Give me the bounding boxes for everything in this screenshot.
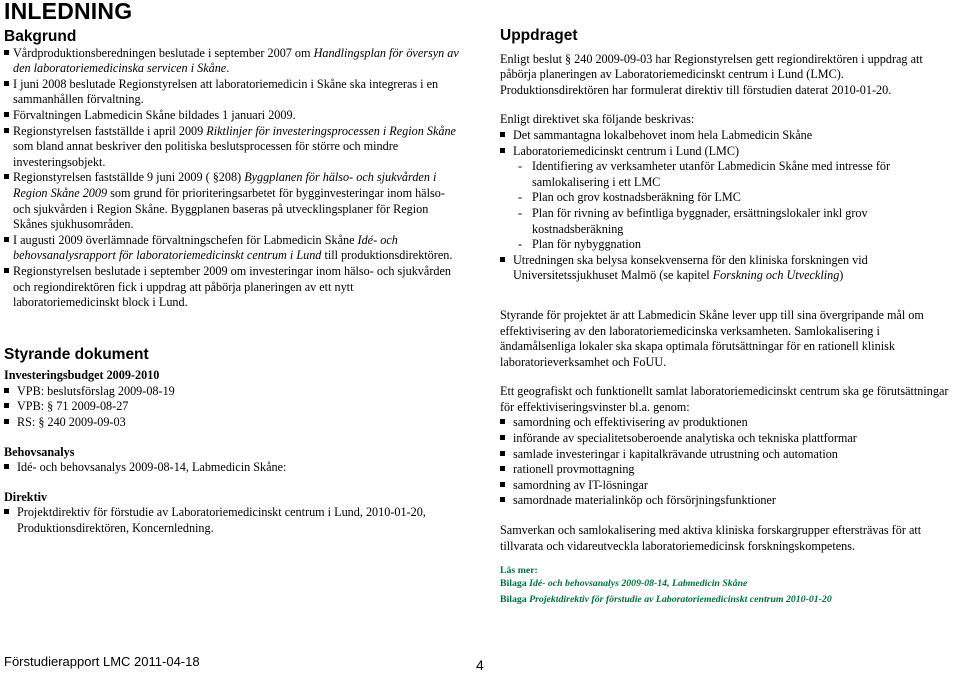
text-part: ) (839, 268, 844, 283)
list-item (4, 233, 460, 264)
forskning-list (500, 253, 952, 284)
text-part: I augusti 2009 överlämnade förvaltningschefen för Labmedicin Skåne (13, 232, 358, 247)
bilaga-1 (500, 577, 952, 590)
list-item: - Plan för nybyggnation (518, 237, 952, 253)
list-item: Idé- och behovsanalys 2009-08-14, Labmedicin Skåne: (4, 460, 460, 476)
section-heading-uppdraget: Uppdraget (500, 27, 578, 44)
bakgrund-list (4, 46, 460, 311)
page-number: 4 (476, 657, 484, 673)
text-part: Regionstyrelsen beslutade i september 2009 om investeringar inom hälso- och sjukvården och regiondirektören fick i uppdrag att påbörja planeringen av ett nytt laboratoriemedicinskt block i Lund. (13, 263, 451, 310)
page-title: INLEDNING (4, 0, 133, 24)
text-part: Regionstyrelsen fastställde 9 juni 2009 ( §208) (13, 170, 245, 185)
list-item (4, 124, 460, 171)
text-part: till produktionsdirektören. (321, 248, 453, 263)
list-item: införande av specialitetsoberoende analytiska och tekniska plattformar (500, 431, 952, 447)
text-part: som grund för prioriteringsarbetet för bygginvesteringar inom hälso- och sjukvården i Region Skåne. Byggplanen baseras på utvecklingsplaner för Region Skånes sjukhusområden. (13, 185, 445, 232)
right-column (500, 28, 952, 606)
section-heading-bakgrund: Bakgrund (4, 28, 77, 45)
list-item (500, 253, 952, 284)
dir-list (4, 505, 460, 536)
paragraph-geografiskt: Ett geografiskt och funktionellt samlat laboratoriemedicinskt centrum ska ge förutsättningar för effektiviseringsvinster bl.a. genom: (500, 384, 949, 414)
bilaga-2-title: Projektdirektiv för förstudie av Laboratoriemedicinskt centrum 2010-01-20 (529, 594, 832, 606)
list-item: samordning av IT-lösningar (500, 478, 952, 494)
bilaga-2 (500, 593, 952, 606)
effektivisering-list (500, 415, 952, 509)
text-part: I juni 2008 beslutade Regionstyrelsen att laboratoriemedicin i Skåne ska integreras i en sammanhållen förvaltning. (13, 76, 439, 107)
list-item: Projektdirektiv för förstudie av Laboratoriemedicinskt centrum i Lund, 2010-01-20, Produktionsdirektören, Koncernledning. (4, 505, 460, 536)
list-item: samordnade materialinköp och försörjningsfunktioner (500, 493, 952, 509)
list-item (4, 170, 460, 232)
list-item: VPB: § 71 2009-08-27 (4, 399, 460, 415)
paragraph-uppdrag-2: Enligt direktivet ska följande beskrivas: (500, 112, 695, 127)
text-part: Byggplanen för hälso- och sjukvården i Region Skåne 2009 (13, 170, 437, 200)
text-part: Regionstyrelsen fastställde i april 2009 (13, 123, 207, 138)
list-item (4, 108, 460, 124)
list-item: RS: § 240 2009-09-03 (4, 415, 460, 431)
section-heading-styrande: Styrande dokument (4, 345, 149, 363)
list-item: samordning och effektivisering av produktionen (500, 415, 952, 431)
inv-heading: Investeringsbudget 2009-2010 (4, 368, 160, 383)
list-item (4, 46, 460, 77)
list-item: - Plan för rivning av befintliga byggnader, ersättningslokaler inkl grov kostnadsberäkning (518, 206, 952, 237)
list-item (4, 77, 460, 108)
list-item: - Plan och grov kostnadsberäkning för LMC (518, 190, 952, 206)
las-mer-label: Läs mer: (500, 565, 538, 577)
list-item: rationell provmottagning (500, 462, 952, 478)
text-part: Riktlinjer för investeringsprocessen i Region Skåne (206, 123, 456, 138)
beh-heading: Behovsanalys (4, 444, 75, 459)
bilaga-1-prefix: Bilaga (500, 578, 530, 590)
paragraph-uppdrag-1: Enligt beslut § 240 2009-09-03 har Regionstyrelsen gett regiondirektören i uppdrag att påbörja planeringen av Laboratoriemedicinskt centrum i Lund (LMC). Produktionsdirektören har formulerat direktiv till förstudien daterat 2010-01-20. (500, 51, 923, 97)
left-column (4, 29, 460, 537)
bilaga-1-title: Idé- och behovsanalys 2009-08-14, Labmedicin Skåne (529, 578, 748, 590)
text-part: Handlingsplan för översyn av den laboratoriemedicinska servicen i Skåne (13, 45, 459, 76)
text-part: Förvaltningen Labmedicin Skåne bildades 1 januari 2009. (13, 107, 296, 122)
paragraph-samverkan: Samverkan och samlokalisering med aktiva kliniska forskargrupper eftersträvas för att tillvarata och vidareutveckla laboratoriemedicinsk forskningskompetens. (500, 523, 922, 553)
list-item: Laboratoriemedicinskt centrum i Lund (LMC) (500, 144, 952, 160)
list-item: Det sammantagna lokalbehovet inom hela Labmedicin Skåne (500, 128, 952, 144)
paragraph-styrande: Styrande för projektet är att Labmedicin Skåne lever upp till sina övergripande mål om effektivisering av den laboratoriemedicinska verksamheten. Samlokalisering i ändamålsenliga lokaler ska skapa optimala förutsättningar för en rationell klinisk laboratorieverksamhet och FoUU. (500, 307, 924, 369)
bilaga-2-prefix: Bilaga (500, 594, 530, 606)
direktiv-list (500, 128, 952, 159)
footer-report-name: Förstudierapport LMC 2011-04-18 (4, 654, 200, 669)
text-part: Idé- och behovsanalysrapport för laboratoriemedicinskt centrum i Lund (13, 232, 398, 263)
list-item: - Identifiering av verksamheter utanför Labmedicin Skåne med intresse för samlokalisering i ett LMC (518, 159, 952, 190)
text-part: Vårdproduktionsberedningen beslutade i september 2007 om (13, 45, 314, 60)
text-part: som bland annat beskriver den politiska beslutsprocessen för större och mindre investeringsobjekt. (13, 139, 399, 169)
lmc-sub-list (500, 159, 952, 253)
list-item (4, 264, 460, 311)
list-item: samlade investeringar i kapitalkrävande utrustning och automation (500, 447, 952, 463)
beh-list (4, 460, 460, 476)
list-item: VPB: beslutsförslag 2009-08-19 (4, 384, 460, 400)
text-part: . (226, 61, 230, 76)
inv-list (4, 384, 460, 431)
dir-heading: Direktiv (4, 489, 48, 504)
text-part: Forskning och Utveckling (712, 268, 840, 283)
text-part: Utredningen ska belysa konsekvenserna för den kliniska forskningen vid Universitetssjukhuset Malmö (se kapitel (513, 252, 868, 283)
